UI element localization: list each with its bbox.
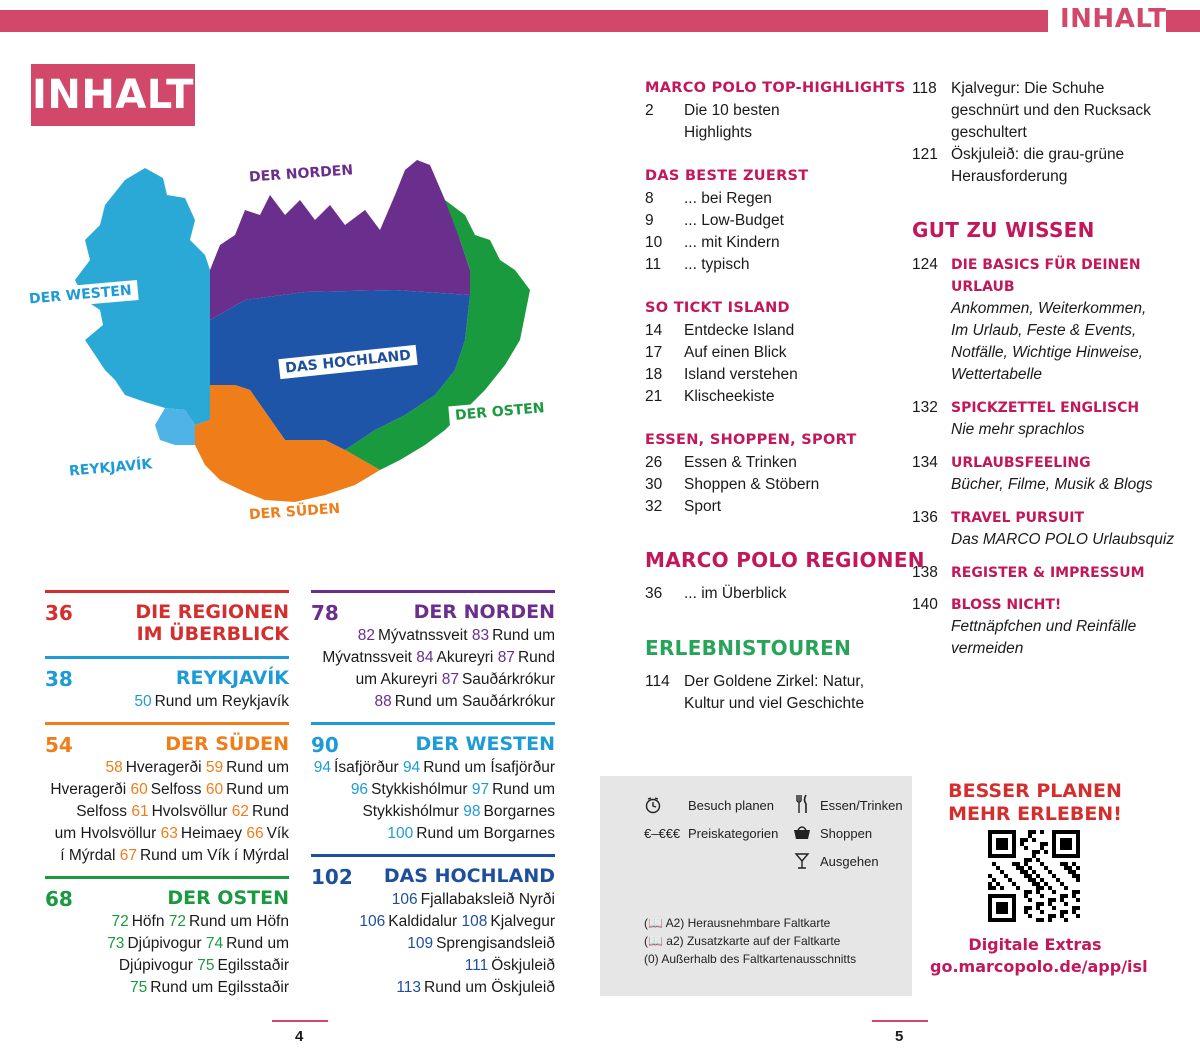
- region-entry-page: 61: [131, 803, 149, 820]
- region-norden[interactable]: [311, 590, 555, 713]
- toc-text: Der Goldene Zirkel: Natur,: [684, 673, 865, 690]
- toc-text: Herausforderung: [951, 168, 1068, 185]
- region-entry-page: 106: [359, 913, 386, 930]
- iceland-map: [28, 140, 555, 560]
- region-entry-page: 111: [464, 957, 489, 974]
- region-entry-line[interactable]: [45, 933, 289, 955]
- toc-title: URLAUBSFEELING: [951, 455, 1091, 471]
- region-entry-text: Rund um: [226, 781, 289, 798]
- region-entry-text: Hveragerði: [125, 759, 206, 776]
- region-entry-page: 75: [197, 957, 215, 974]
- region-entry-line[interactable]: [45, 845, 289, 867]
- region-entry-text: Hveragerði: [50, 781, 131, 798]
- map-label-sueden: DER SÜDEN: [242, 498, 346, 525]
- toc-page: 32: [645, 498, 663, 515]
- region-ueberblick[interactable]: [45, 590, 289, 649]
- legend-price-symbol: €–€€€: [644, 826, 681, 841]
- legend-box: [600, 776, 912, 996]
- region-entry-page: 108: [461, 913, 488, 930]
- region-entry-line[interactable]: [311, 801, 555, 823]
- region-entry-text: Rund: [251, 803, 289, 820]
- region-entry-text: Vík: [266, 825, 289, 842]
- region-entry-text: Rund um: [226, 935, 289, 952]
- region-entry-line[interactable]: [311, 647, 555, 669]
- toc-page: 18: [645, 366, 663, 383]
- region-entry-line[interactable]: [311, 889, 555, 911]
- toc-subtext: Bücher, Filme, Musik & Blogs: [951, 476, 1153, 493]
- region-entry-text: Rund um: [492, 781, 555, 798]
- region-entry-page: 59: [205, 759, 224, 776]
- legend-ausgehen: Ausgehen: [820, 854, 879, 869]
- map-svg: [45, 140, 555, 560]
- region-reykjavik[interactable]: [45, 656, 289, 713]
- toc-subtext: Ankommen, Weiterkommen,: [951, 300, 1147, 317]
- toc-subtext: Das MARCO POLO Urlaubsquiz: [951, 531, 1175, 548]
- toc-text: Kultur und viel Geschichte: [684, 695, 865, 712]
- toc-subtext: Nie mehr sprachlos: [951, 421, 1085, 438]
- region-entry-text: Heimaey: [180, 825, 247, 842]
- region-entry-text: Hvolsvöllur: [151, 803, 232, 820]
- region-entry-text: Akureyri: [436, 649, 498, 666]
- region-page-number: 78: [311, 601, 339, 625]
- fork-knife-icon: [794, 794, 810, 814]
- toc-text: ... typisch: [684, 256, 750, 273]
- region-divider: [311, 854, 555, 857]
- region-entry-text: um Hvolsvöllur: [54, 825, 161, 842]
- toc-page: 17: [645, 344, 663, 361]
- region-entry-text: Rund um Borgarnes: [416, 825, 555, 842]
- section-heading-zuerst: DAS BESTE ZUERST: [645, 168, 809, 184]
- region-entry-page: 113: [396, 979, 422, 996]
- region-entry-text: Kaldidalur: [388, 913, 462, 930]
- section-heading-wissen: GUT ZU WISSEN: [912, 218, 1095, 242]
- region-page-number: 54: [45, 733, 73, 757]
- toc-title: BLOSS NICHT!: [951, 597, 1062, 613]
- toc-page: 134: [912, 454, 938, 471]
- region-entry-text: Rund um Ísafjörður: [423, 759, 555, 776]
- toc-text: Sport: [684, 498, 722, 515]
- region-entry-line[interactable]: [311, 757, 555, 779]
- page-number-rule: [272, 1020, 328, 1022]
- region-entry-text: Rund um Höfn: [189, 913, 289, 930]
- toc-text: ... im Überblick: [684, 585, 787, 602]
- toc-page: 140: [912, 596, 938, 613]
- page-number-rule: [872, 1020, 928, 1022]
- toc-page: 10: [645, 234, 663, 251]
- region-entry-text: Kjalvegur: [490, 913, 555, 930]
- region-divider: [45, 590, 289, 593]
- toc-text: geschnürt und den Rucksack: [951, 102, 1151, 119]
- region-entry-text: Rund um Egilsstaðir: [150, 979, 289, 996]
- map-label-reykjavik: REYKJAVÍK: [62, 454, 159, 482]
- region-divider: [45, 656, 289, 659]
- map-label-osten: DER OSTEN: [448, 398, 551, 427]
- region-entry-text: Öskjuleið: [491, 957, 555, 974]
- region-entries: [311, 757, 555, 845]
- region-entry-line[interactable]: [45, 955, 289, 977]
- region-entry-line[interactable]: [45, 977, 289, 999]
- region-divider: [45, 876, 289, 879]
- map-label-westen: DER WESTEN: [22, 280, 138, 310]
- header-bar-end: [1166, 10, 1200, 32]
- toc-text: ... Low-Budget: [684, 212, 784, 229]
- toc-page: 21: [645, 388, 663, 405]
- region-entry-text: Rund um Sauðárkrókur: [394, 693, 555, 710]
- toc-page: 114: [645, 673, 670, 690]
- toc-page: 8: [645, 190, 654, 207]
- toc-title: DIE BASICS FÜR DEINEN: [951, 257, 1141, 273]
- region-entry-text: Sprengisandsleið: [436, 935, 555, 952]
- header-bar: [0, 10, 1048, 32]
- region-entry-text: í Mýrdal: [60, 847, 120, 864]
- toc-subtext: Notfälle, Wichtige Hinweise,: [951, 344, 1143, 361]
- region-page-number: 102: [311, 865, 353, 889]
- legend-note-zusatzkarte: (📖 a2) Zusatzkarte auf der Faltkarte: [644, 934, 841, 948]
- toc-text: Essen & Trinken: [684, 454, 797, 471]
- toc-page: 30: [645, 476, 663, 493]
- region-entries: [311, 625, 555, 713]
- qr-code-icon[interactable]: [988, 830, 1080, 922]
- shopping-basket-icon: [792, 824, 812, 840]
- toc-text: geschultert: [951, 124, 1027, 141]
- region-entry-text: Rund um: [492, 627, 555, 644]
- region-entries: [45, 757, 289, 867]
- region-entry-page: 60: [205, 781, 224, 798]
- page-number-left: 4: [295, 1028, 304, 1045]
- section-heading-essen: ESSEN, SHOPPEN, SPORT: [645, 432, 857, 448]
- region-entry-page: 83: [471, 627, 490, 644]
- toc-subtext: vermeiden: [951, 640, 1024, 657]
- region-entry-line[interactable]: [45, 801, 289, 823]
- region-entry-text: Stykkishólmur: [371, 781, 472, 798]
- section-heading-regionen: MARCO POLO REGIONEN: [645, 548, 925, 572]
- region-hochland[interactable]: [311, 854, 555, 999]
- region-entry-text: Rund: [517, 649, 555, 666]
- region-entry-line[interactable]: [45, 779, 289, 801]
- region-entry-text: Rund um Reykjavík: [154, 693, 289, 710]
- region-entry-line[interactable]: [45, 757, 289, 779]
- region-divider: [45, 722, 289, 725]
- toc-page: 14: [645, 322, 663, 339]
- region-entry-page: 73: [107, 935, 125, 952]
- toc-page: 121: [912, 146, 938, 163]
- region-divider: [311, 722, 555, 725]
- toc-page: 26: [645, 454, 663, 471]
- toc-text: Öskjuleið: die grau-grüne: [951, 146, 1125, 163]
- section-heading-tickt: SO TICKT ISLAND: [645, 300, 790, 316]
- region-entry-line[interactable]: [311, 955, 555, 977]
- promo-line1: BESSER PLANEN: [948, 780, 1122, 802]
- region-page-number: 38: [45, 667, 73, 691]
- region-entry-page: 67: [119, 847, 137, 864]
- region-osten[interactable]: [45, 876, 289, 999]
- region-entry-text: Djúpivogur: [127, 935, 206, 952]
- promo-heading: [930, 780, 1140, 826]
- toc-page: 36: [645, 585, 663, 602]
- region-entry-page: 94: [313, 759, 332, 776]
- section-heading-touren: ERLEBNISTOUREN: [645, 636, 852, 660]
- region-entry-page: 98: [463, 803, 481, 820]
- region-entries: [45, 691, 289, 713]
- region-title: DER SÜDEN: [165, 733, 289, 755]
- toc-title: REGISTER & IMPRESSUM: [951, 565, 1145, 581]
- region-entry-line[interactable]: [311, 779, 555, 801]
- region-entry-text: Sauðárkrókur: [461, 671, 555, 688]
- region-page-number: 36: [45, 601, 73, 625]
- toc-page: 136: [912, 509, 938, 526]
- toc-page: 2: [645, 102, 654, 119]
- region-entry-line[interactable]: [311, 669, 555, 691]
- region-entry-line[interactable]: [45, 911, 289, 933]
- toc-page: 132: [912, 399, 938, 416]
- toc-subtext: Im Urlaub, Feste & Events,: [951, 322, 1137, 339]
- toc-page: 118: [912, 80, 937, 97]
- region-title: DIE REGIONEN IM ÜBERBLICK: [135, 601, 289, 645]
- region-entry-line[interactable]: [311, 691, 555, 713]
- page-number-right: 5: [895, 1028, 904, 1045]
- region-entry-page: 74: [205, 935, 224, 952]
- region-entry-page: 50: [134, 693, 152, 710]
- toc-text: Entdecke Island: [684, 322, 795, 339]
- region-entry-page: 109: [407, 935, 434, 952]
- region-entry-text: Rund um: [226, 759, 289, 776]
- region-entry-line[interactable]: [45, 823, 289, 845]
- region-entry-page: 88: [374, 693, 392, 710]
- region-entry-page: 96: [350, 781, 369, 798]
- region-entry-line[interactable]: [311, 625, 555, 647]
- clock-icon: [644, 796, 662, 814]
- region-title: DAS HOCHLAND: [383, 865, 555, 887]
- toc-subtext: Fettnäpfchen und Reinfälle: [951, 618, 1137, 635]
- region-entry-page: 84: [416, 649, 434, 666]
- region-entry-page: 87: [441, 671, 459, 688]
- region-entry-text: Höfn: [131, 913, 169, 930]
- region-entry-page: 66: [246, 825, 264, 842]
- toc-page: 138: [912, 564, 938, 581]
- region-page-number: 68: [45, 887, 73, 911]
- region-entry-text: Egilsstaðir: [217, 957, 289, 974]
- legend-shoppen: Shoppen: [820, 826, 873, 841]
- toc-page: 9: [645, 212, 654, 229]
- toc-text: Auf einen Blick: [684, 344, 787, 361]
- toc-text: ... mit Kindern: [684, 234, 780, 251]
- region-entry-text: Fjallabaksleið Nyrði: [420, 891, 555, 908]
- promo-extras: Digitale Extras: [968, 935, 1102, 954]
- region-entry-text: Djúpivogur: [118, 957, 198, 974]
- region-title: DER WESTEN: [415, 733, 555, 755]
- map-label-hochland: DAS HOCHLAND: [278, 345, 417, 379]
- region-entry-page: 63: [160, 825, 178, 842]
- toc-text: Klischeekiste: [684, 388, 775, 405]
- region-entries: [311, 889, 555, 999]
- promo-line2: MEHR ERLEBEN!: [948, 803, 1122, 825]
- region-entry-text: Selfoss: [76, 803, 132, 820]
- legend-besuch: Besuch planen: [688, 798, 775, 813]
- toc-text: Kjalvegur: Die Schuhe: [951, 80, 1105, 97]
- legend-preis: Preiskategorien: [688, 826, 779, 841]
- region-entry-page: 72: [111, 913, 129, 930]
- region-entry-line[interactable]: [311, 933, 555, 955]
- section-heading-highlights: MARCO POLO TOP-HIGHLIGHTS: [645, 80, 906, 96]
- region-entry-page: 82: [357, 627, 375, 644]
- toc-title: SPICKZETTEL ENGLISCH: [951, 400, 1140, 416]
- region-divider: [311, 590, 555, 593]
- toc-text: Shoppen & Stöbern: [684, 476, 820, 493]
- map-label-norden: DER NORDEN: [242, 160, 359, 188]
- region-entry-line[interactable]: [45, 691, 289, 713]
- region-title: DER NORDEN: [413, 601, 555, 623]
- region-page-number: 90: [311, 733, 339, 757]
- region-entry-page: 106: [391, 891, 418, 908]
- page-title: INHALT: [31, 64, 195, 126]
- region-entry-page: 58: [105, 759, 123, 776]
- toc-text: Highlights: [684, 124, 753, 141]
- toc-text: Island verstehen: [684, 366, 798, 383]
- region-entry-text: Mývatnssveit: [322, 649, 417, 666]
- region-sueden[interactable]: [45, 722, 289, 867]
- region-entry-page: 60: [130, 781, 148, 798]
- region-entry-text: Selfoss: [150, 781, 206, 798]
- region-entry-text: Rund um Vík í Mýrdal: [139, 847, 289, 864]
- region-entry-page: 100: [387, 825, 414, 842]
- header-title: INHALT: [1060, 4, 1167, 34]
- region-entry-text: Stykkishólmur: [362, 803, 464, 820]
- region-entry-text: Rund um Öskjuleið: [424, 979, 555, 996]
- cocktail-glass-icon: [794, 852, 810, 870]
- region-entry-page: 94: [402, 759, 421, 776]
- region-entry-page: 87: [497, 649, 515, 666]
- region-entry-text: um Akureyri: [355, 671, 442, 688]
- legend-note-ausserhalb: (0) Außerhalb des Faltkartenausschnitts: [644, 952, 857, 966]
- region-entry-page: 75: [130, 979, 148, 996]
- region-entry-page: 62: [231, 803, 249, 820]
- region-entry-text: Borgarnes: [483, 803, 555, 820]
- toc-page: 11: [645, 256, 662, 273]
- region-westen[interactable]: [311, 722, 555, 845]
- region-entry-page: 72: [168, 913, 187, 930]
- region-entry-line[interactable]: [311, 823, 555, 845]
- toc-page: 124: [912, 256, 938, 273]
- legend-essen: Essen/Trinken: [820, 798, 903, 813]
- region-entry-text: Mývatnssveit: [377, 627, 472, 644]
- toc-subtext: Wettertabelle: [951, 366, 1043, 383]
- region-entry-line[interactable]: [311, 911, 555, 933]
- toc-title: TRAVEL PURSUIT: [951, 510, 1085, 526]
- toc-text: Die 10 besten: [684, 102, 780, 119]
- toc-title: URLAUB: [951, 279, 1015, 295]
- promo-url[interactable]: go.marcopolo.de/app/isl: [930, 957, 1148, 976]
- region-entry-text: Ísafjörður: [334, 759, 403, 776]
- legend-note-faltkarte: (📖 A2) Herausnehmbare Faltkarte: [644, 916, 831, 930]
- region-entries: [45, 911, 289, 999]
- region-title: REYKJAVÍK: [175, 667, 289, 689]
- region-entry-line[interactable]: [311, 977, 555, 999]
- region-title: DER OSTEN: [167, 887, 289, 909]
- region-entry-page: 97: [471, 781, 490, 798]
- toc-text: ... bei Regen: [684, 190, 772, 207]
